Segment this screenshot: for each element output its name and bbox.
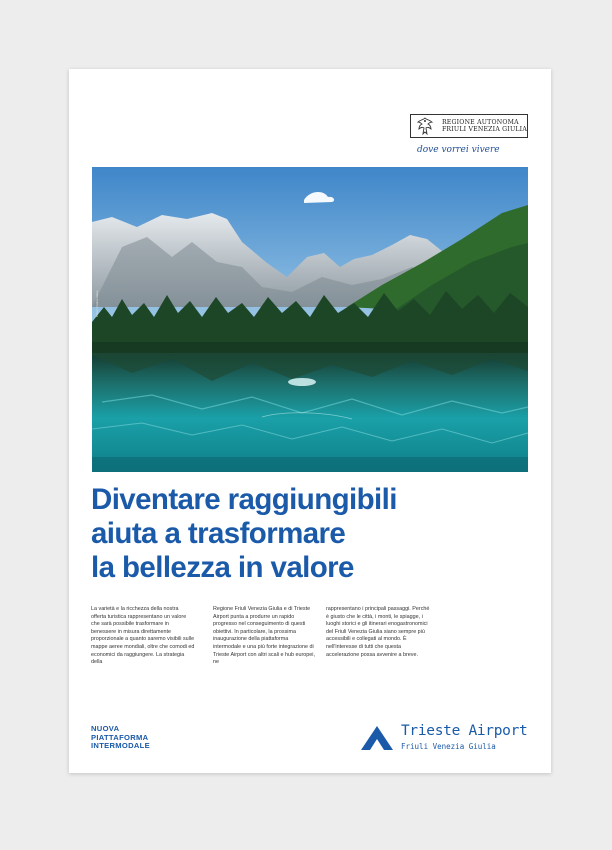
campaign-line1: NUOVA — [91, 724, 120, 733]
airport-logo — [360, 723, 527, 752]
headline-line2: aiuta a trasformare — [91, 517, 346, 550]
campaign-line2: PIATTAFORMA — [91, 732, 149, 742]
eagle-emblem-icon — [414, 115, 436, 137]
lake-photo — [92, 167, 528, 472]
region-name-line2: FRIULI VENEZIA GIULIA — [441, 126, 527, 133]
body-column-2: Regione Friuli Venezia Giulia e di Trieste Airport punta a produrre un rapido progresso nel conseguimento di questi obiettivi. In particolare, la prossima inaugurazione della piattaforma intermodale e una più forte integrazione di Trieste Airport con altri scali e hub europei, ne — [213, 606, 315, 666]
headline-line3: la bellezza in valore — [91, 551, 354, 584]
campaign-line3: INTERMODALE — [91, 741, 150, 751]
body-column-1: La varietà e la ricchezza della nostra offerta turistica rappresentano un valore che sarà possibile trasformare in benessere in misura direttamente proporzionale a quanto saremo visibili sulle mappe aeree mondiali, oltre che comodi ed economici da raggiungere. La strategia della — [91, 606, 195, 666]
headline-line1: Diventare raggiungibili — [91, 483, 397, 516]
body-column-3: rappresentano i principali passaggi. Perché è giusto che le città, i monti, le spiagge, i luoghi storici e gli itinerari enogastronomici del Friuli Venezia Giulia siano sempre più accessibili e collegati al mondo. È nell'interesse di tutti che questa accelerazione possa avvenire a breve. — [326, 606, 430, 658]
headline — [91, 483, 531, 585]
region-tagline: dove vorrei vivere — [417, 145, 500, 155]
airport-chevron-icon — [360, 725, 394, 751]
photo-credit: Photo: Fusine lakes — [95, 290, 99, 317]
poster-sheet — [69, 69, 551, 773]
airport-name: Trieste Airport — [401, 723, 528, 739]
region-name-line1: REGIONE AUTONOMA — [441, 118, 519, 126]
campaign-label — [91, 725, 150, 751]
airport-subtitle: Friuli Venezia Giulia — [401, 742, 496, 751]
region-logo — [410, 114, 528, 138]
